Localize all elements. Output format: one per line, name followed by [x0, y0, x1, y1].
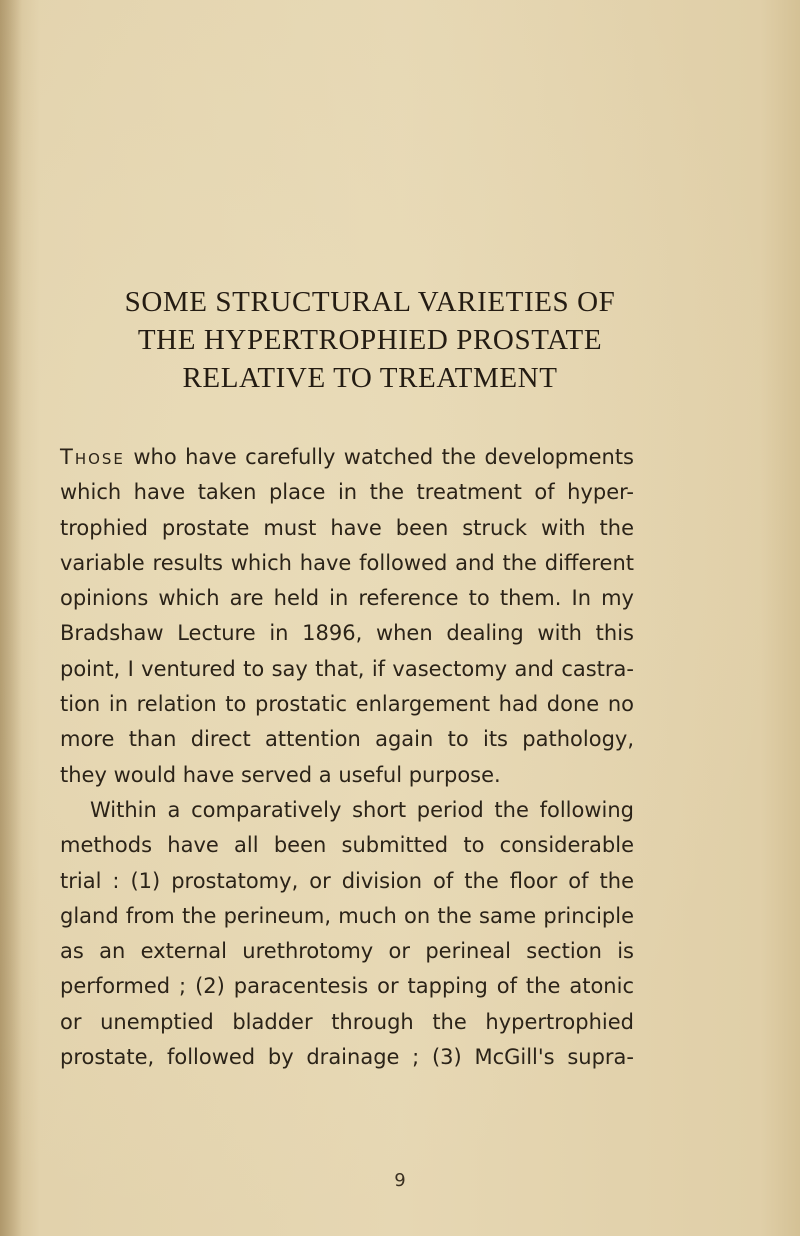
text-line: performed ; (2) paracentesis or tapping of the atonic — [60, 974, 634, 999]
text-line: variable results which have followed and the different — [60, 550, 634, 575]
text-line: trophied prostate must have been struck with the — [60, 515, 634, 540]
text-line: point, I ventured to say that, if vasectomy and castra- — [60, 656, 634, 681]
text-line: opinions which are held in reference to them. In my — [60, 586, 634, 611]
heading-line-3: RELATIVE TO TREATMENT — [182, 362, 558, 394]
text-line: trial : (1) prostatomy, or division of the floor of the — [60, 868, 634, 893]
text-line: tion in relation to prostatic enlargement had done no — [60, 692, 634, 717]
text-line: which have taken place in the treatment of hyper- — [60, 480, 634, 505]
heading-line-1: SOME STRUCTURAL VARIETIES OF — [124, 286, 616, 318]
text-line-paragraph-start: Within a comparatively short period the following — [90, 797, 634, 822]
chapter-heading — [60, 283, 680, 397]
text-line-paragraph-end: they would have served a useful purpose. — [60, 762, 501, 787]
text-line: methods have all been submitted to considerable — [60, 833, 634, 858]
opening-word: Those — [60, 445, 125, 469]
text-line: prostate, followed by drainage ; (3) McGill's supra- — [60, 1045, 634, 1070]
text-line: or unemptied bladder through the hypertrophied — [60, 1009, 634, 1034]
opening-line-rest: who have carefully watched the developments — [124, 445, 634, 469]
page-number: 9 — [394, 1170, 406, 1191]
text-line: as an external urethrotomy or perineal section is — [60, 939, 634, 964]
page-gutter-shadow — [0, 0, 22, 1236]
text-line: gland from the perineum, much on the same principle — [60, 903, 634, 928]
body-text — [60, 440, 634, 1075]
heading-line-2: THE HYPERTROPHIED PROSTATE — [137, 324, 603, 356]
text-line: Bradshaw Lecture in 1896, when dealing with this — [60, 621, 634, 646]
text-line-1 — [60, 440, 634, 475]
text-line: more than direct attention again to its pathology, — [60, 727, 634, 752]
